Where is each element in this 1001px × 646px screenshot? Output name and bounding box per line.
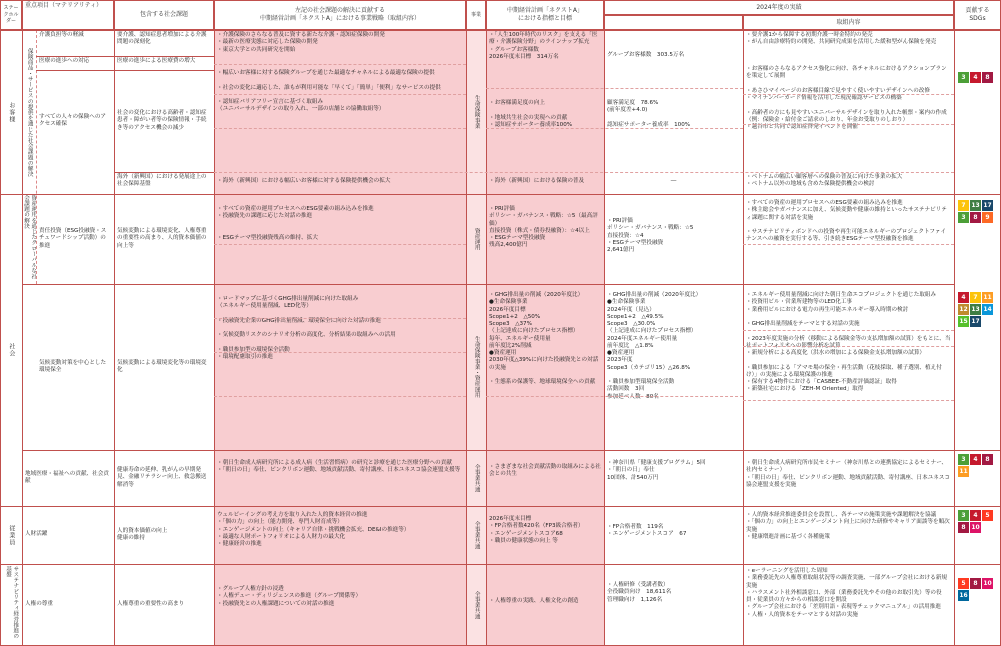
targets-cell: ・お客様満足度の向上 ・地域共生社会の実現への貢献 ・認知症サポーター養成率100% [489,100,573,128]
stakeholder-customers: お客様 [7,101,15,123]
targets-cell: ・人権尊重の実践、人権文化の創造 [489,598,579,604]
actions-cell: ・朝日生命成人病研究所市民セミナー（神奈川県との連携協定によるセミナー、社内セミナー） ・「朝日の日」奉仕、ピンクリボン運動、地域貢献活動、寄付講座、日本ユネスコ協会連盟支援を実施 [746,460,951,488]
plan-cell: ・幅広いお客様に対する保険グループを通じた最適なチャネルによる最適な保険の提供 ・社会の変化に適応した、誰もが利用可能な「早くて」「簡単」「便利」なサービスの提供 ・認知症バリアフリー宣言に基づく取組み （ユニバーサルデザインの取り入れ、一部の店舗との協働取組等） [217,70,441,113]
issues-cell: 気候変動による環境変化、人権尊重の重要性の高まり、人的資本価値の向上等 [117,228,207,249]
sdg-10-icon: 10 [982,578,993,589]
header-sdgs: 貢献する SDGs [954,0,1001,30]
header-materiality: 重点項目（マテリアリティ） [22,0,114,30]
materiality-cell: 気候変動対策を中心とした環境保全 [39,359,107,373]
sdg-3-icon: 3 [958,72,969,83]
sdg-icons [958,292,993,327]
materiality-cell: 医療の進歩への対応 [39,58,90,64]
results-cell: ・人権研修（受講者数） 全役職員向け 18,611名 管理職向け 1,126名 [607,582,672,603]
sdg-icons [958,454,993,477]
targets-cell: ・海外（新興国）における保険の普及 [489,178,585,184]
sdg-17-icon: 17 [970,316,981,327]
sdg-9-icon: 9 [982,212,993,223]
sdg-17-icon: 17 [982,200,993,211]
actions-cell: ・人的資本経営推進委員会を設置し、各テーマの施策実施や課題解決を協議 ・「個の力」の向上とエンゲージメント向上に向けた研修やキャリア面談等を順次実施 ・健康増進計画に基づく各種施策 [746,512,950,540]
business-cell: 全事業共通 [473,591,480,619]
sdg-4-icon: 4 [970,510,981,521]
materiality-cell: 責任投資（ESG投融資・スチュワードシップ活動）の推進 [39,228,107,249]
results-cell: ・FP合格者数 119名 ・エンゲージメントスコア 67 [607,524,687,538]
sdg-13-icon: 13 [970,304,981,315]
actions-cell: ・eーラーニングを活用した周知 ・業務委託先の人権尊重取組状況等の調査実施、一部グループ会社における新規実施 ・ハラスメント社外相談窓口、外部（業務委託先やその他のお取引先）等の役員・従業員の方々からの相談窓口を開設 ・グループ会社における「差別用語・表現等チェックマニュアル」の活用推進 ・人権・人的資本をテーマとする対話の実施 [746,568,947,618]
issues-cell: 医療の進歩による医療費の増大 [117,58,196,64]
business-cell: 資産運用 [473,227,480,251]
header-targets: 中期経営計画「ネクストA」 における指標と目標 [486,0,604,30]
business-cell: 生命保険事業・資産運用 [473,336,480,398]
issues-cell: 海外（新興国）における発展途上の社会保障基盤 [117,174,207,188]
targets-cell: 2026年度末目標 ・FP合格者数420名（FP3級合格者） ・エンゲージメントスコア68 ・職員の健康状態の向上 等 [489,516,584,544]
sdg-10-icon: 10 [970,522,981,533]
results-cell: ― [670,178,677,184]
stakeholder-society: 社会 [7,343,15,357]
header-business: 事業 [466,0,486,30]
actions-cell: ・エネルギー使用量削減に向けた朝日生命エコプロジェクトを通じた取組み ・投資用ビル・営業所建物等のLED化工事 ・業務用ビルにおける電力の再生可能エネルギー導入時期の検討 ・GHG排出量削減をテーマとする対話の実施 ・2023年度実施の分析（移動による保険金等の支払増加額の試算）をもとに、当社ポートフォリオへの影響分析を試算 ・新規分析による高度化（洪水の増加による保険金支払増加額の試算） ・職員参加による「アマモ場の保全・再生活動（花枝採取、種子選別、植え付け）」の実施による環境保護の推進 ・保有する4物件における「CASBEE-不動産評価認証」取得 ・新築社宅における「ZEH-M Oriented」取得 [746,292,951,393]
actions-cell: ・ベトナムの幅広い顧客層への保険の普及に向けた事業の拡大 ・ベトナム以外の地域も含めた保険提供機会の検討 [746,174,903,188]
business-cell: 生命保険事業 [473,95,480,129]
issues-cell: 健康寿命の延伸、乳がんの早期発見、金融リテラシー向上、救急搬送解消等 [117,467,207,488]
sdg-8-icon: 8 [958,522,969,533]
issues-cell: 人的資本価値の向上 健康の維持 [117,527,168,541]
plan-cell: ・海外（新興国）における幅広いお客様に対する保険提供機会の拡大 [217,178,391,184]
stakeholder-employees: 従業員 [7,524,15,546]
sdg-8-icon: 8 [982,72,993,83]
sdg-icons [958,578,993,601]
sdg-4-icon: 4 [970,72,981,83]
issues-cell: 要介護、認知症患者増加による介護問題の深刻化 [117,32,207,46]
sdg-icons [958,510,993,533]
issues-cell: 気候変動による環境変化等の環境変化 [117,359,207,373]
sdg-7-icon: 7 [958,200,969,211]
sdg-14-icon: 14 [982,304,993,315]
sdg-4-icon: 4 [970,454,981,465]
plan-cell: ・すべての資産の運用プロセスへのESG要素の組み込みを推進 ・投融資先の課題に応じた対話の推進 ・ESGテーマ型投融資残高の維持、拡大 [217,206,374,242]
plan-cell: ・ロードマップに基づくGHG排出量削減に向けた取組み （エネルギー使用量削減、LED化等） ・投融資先企業のGHG排出量削減、環境保全に向けた対話の推進 ・気候変動リスクのシナリオ分析の高度化、分析結果の取組みへの活用 ・職員参加型の環境保全活動 ・環境配慮取引の推進 [217,296,396,361]
business-cell: 全事業共通 [473,521,480,549]
stakeholder-foundation: サステナビリティ経営推進の基盤 [5,566,19,639]
results-cell: ・神奈川県「健康支援プログラム」5回 ・「朝日の日」奉仕 10団体、計540万円 [607,460,706,481]
group-asset-management: 資産運用を通じたグローバルな社会課題の解決 [23,195,36,279]
sdg-8-icon: 8 [982,454,993,465]
materiality-cell: 人権の尊重 [25,601,53,608]
sdg-7-icon: 7 [970,292,981,303]
actions-cell: ・すべての資産の運用プロセスへのESG要素の組み込みを推進 ・株主総会やガバナンスに加え、気候変動や健康の維持といったサステナビリティ課題に関する対話を実施 ・サステナビリティボンドへの投資や再生可能エネルギーのプロジェクトファイナンスへの融資を実行する等、引き続きESGテーマ型投融資を推進 [746,200,947,243]
issues-cell: 人権尊重の重要性の高まり [117,601,185,608]
sdg-icons [958,200,993,223]
actions-cell: ・お客様のさらなるアクセス強化に向け、各チャネルにおけるアクションプランを策定して展開 ・あさひマイページのお客様目線で見やすく使いやすいデザインへの改修 ・マイナンバーカード情報を活用した現況確認サービスの構築 ・高齢者の方にも見やすいユニバーサルデザインを取り入れた帳票・案内の作成 （例：保険金・給付金ご請求のしおり、年金お受取りのしおり） ・越谷市と共同で認知症啓発イベントを開催 [746,66,947,131]
issues-cell: 社会の変化における高齢者・認知症患者・障がい者等の保険情報・手続き等のアクセス機会の減少 [117,110,207,131]
materiality-cell: 人財活躍 [25,531,48,538]
header-actions: 取組内容 [743,15,954,30]
targets-cell: ・さまざまな社会貢献活動の取組みによる社会との共生 [489,464,601,478]
sdg-5-icon: 5 [982,510,993,521]
group-insurance: 保険商品・サービスの提供を通じた社会課題の解決 [26,47,33,177]
sdg-13-icon: 13 [970,200,981,211]
targets-cell: ・「人生100年時代のリスク」を支える「医療・介護保険分野」のラインナップ拡充 ・グループお客様数 2026年度末目標 314万名 [489,32,598,60]
sdg-icons [958,72,993,83]
sdg-15-icon: 15 [958,316,969,327]
plan-cell: ・介護保険のさらなる普及に資する新たな介護・認知症保険の開発 ・最新の医療実態に対応した保険の開発 ・東京大学との共同研究を開始 [217,32,385,53]
header-plan: 左記の社会課題の解決に貢献する 中期経営計画「ネクストA」における事業戦略（取組内容） [214,0,466,30]
sdg-4-icon: 4 [958,292,969,303]
materiality-cell: 介護負担等の軽減 [39,32,84,38]
results-cell: ・GHG排出量の削減（2020年度比） ●生命保険事業 2024年度（見込） Scope1+2 △49.5% Scope3 △30.0% （上記達成に向けたプロセス指標） 2024年度エネルギー使用量 前年度比 △1.8% ●資産運用 2023年度 Scope3（カテゴリ15）△26.8% ・職員参加型環境保全活動 活動回数 3回 参加延べ人数 80名 [607,292,702,400]
sdg-11-icon: 11 [982,292,993,303]
header-issues: 包含する社会課題 [114,0,214,30]
targets-cell: ・GHG排出量の削減（2020年度比） ●生命保険事業 2026年度目標 Scope1+2 △50% Scope3 △37% （上記達成に向けたプロセス指標） 毎年、エネルギー使用量 前年度比2%削減 ●資産運用 2030年度△39%に向けた投融資先との対話の実施 ・生態系の保護等、地球環境保全への貢献 [489,292,599,386]
sdg-12-icon: 12 [958,304,969,315]
sdg-3-icon: 3 [958,510,969,521]
results-cell: 顧客満足度 78.6% (前年度差+4.0) 認知症サポーター養成率 100% [607,100,691,128]
header-results [604,15,743,30]
results-cell: グループお客様数 303.5万名 [607,52,685,58]
sdg-8-icon: 8 [970,578,981,589]
materiality-cell: すべての人々の保険へのアクセス確保 [39,113,107,127]
sdg-3-icon: 3 [958,212,969,223]
plan-cell: ウェルビーイングの考え方を取り入れた人的資本経営の推進 ・「個の力」の向上（能力開発、専門人財育成等） ・エンゲージメントの向上（キャリア自律・挑戦機会拡充、DE&Iの推進等） ・最適な人財ポートフォリオによる人財力の最大化 ・健康経営の推進 [217,512,410,548]
plan-cell: ・グループ人権方針の浸透 ・人権デュー・ディリジェンスの推進（グループ関係等） ・投融資先との人権課題についての対話の推進 [217,586,362,607]
business-cell: 全事業共通 [473,464,480,492]
sdg-5-icon: 5 [958,578,969,589]
plan-cell: ・朝日生命成人病研究所による成人病（生活習慣病）の研究と診療を通じた医療分野への貢献 ・「朝日の日」奉仕、ピンクリボン運動、地域貢献活動、寄付講座、日本ユネスコ協会連盟支援等 [217,460,461,474]
sdg-11-icon: 11 [958,466,969,477]
materiality-cell: 地域医療・福祉への貢献、社会貢献 [25,470,109,484]
sdg-8-icon: 8 [970,212,981,223]
actions-cell: ・要介護1から保障する初期介護一時金特約の発売 ・がん自由診療特約の開発、共同研究成果を活用した緩和型がん保険を発売 [746,32,937,46]
header-stakeholder: ステークホルダー [0,0,22,30]
targets-cell: ・PRI評価 ポリシー・ガバナンス・戦略：☆5（最高評価） 直接投資（株式・債券投融資）：☆4以上 ・ESGテーマ型投融資 残高2,400億円 [489,206,598,249]
results-cell: ・PRI評価 ポリシー・ガバナンス・戦略：☆5 直接投資：☆4 ・ESGテーマ型投融資 2,641億円 [607,218,694,254]
header-results-group: 2024年度の実績 [604,0,954,15]
sdg-3-icon: 3 [958,454,969,465]
sdg-16-icon: 16 [958,590,969,601]
